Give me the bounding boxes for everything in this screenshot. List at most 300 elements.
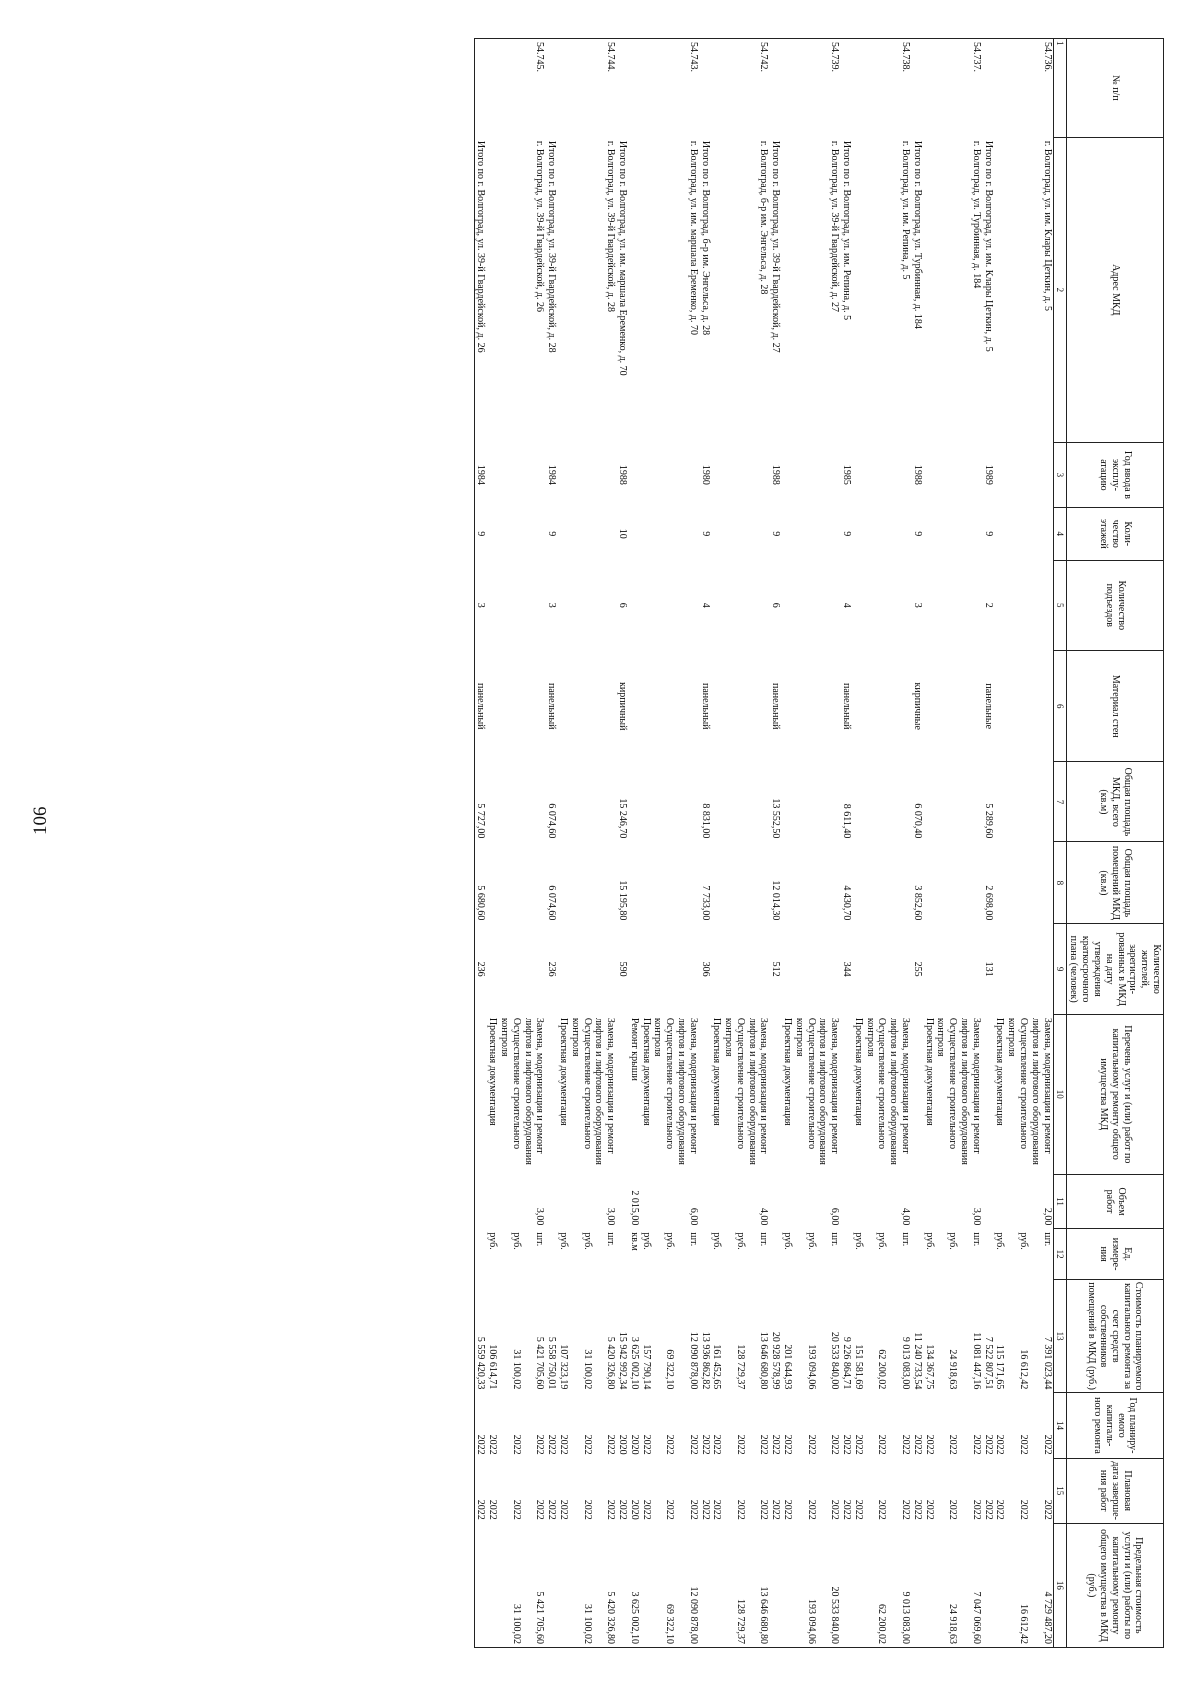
entrances-cell: [817, 560, 841, 650]
wall-material-cell: [1029, 651, 1053, 762]
floors-cell: [864, 508, 888, 561]
floors-cell: 9: [546, 531, 558, 537]
table-row: [923, 39, 935, 1648]
address-cell: Итого по г. Волгоград, ул. им. Клары Цеткин, д. 5: [982, 140, 994, 352]
repair-year-cell: 2022: [687, 1434, 699, 1455]
residents-cell: [640, 924, 652, 1014]
item-number-cell: [935, 39, 959, 138]
residents-cell: 131: [982, 961, 994, 977]
unit-cell: руб.: [711, 1232, 723, 1250]
work-type-cell: Осуществление строительного контроля: [793, 1017, 817, 1150]
table-row: [958, 39, 982, 1648]
item-number-cell: [840, 39, 852, 138]
floors-cell: [923, 508, 935, 561]
floors-cell: [675, 508, 699, 561]
address-cell: Итого по г. Волгоград, ул. им. маршала Еременко, д. 70: [616, 140, 628, 376]
total-area-cell: [498, 762, 522, 842]
total-area-cell: [1029, 762, 1053, 842]
repair-year-cell: 2022: [487, 1434, 499, 1455]
year-built-cell: 1988: [770, 464, 782, 485]
repair-year-cell: 2022: [546, 1434, 558, 1455]
unit-cell: шт.: [829, 1232, 841, 1247]
year-built-cell: [958, 442, 982, 507]
header-cell: Ед. измере-ния: [1066, 1229, 1163, 1279]
floors-cell: [746, 508, 770, 561]
work-volume-cell: [652, 1174, 676, 1229]
work-type-cell: Осуществление строительного контроля: [723, 1017, 746, 1150]
header-cell: Адрес МКД: [1066, 137, 1163, 442]
residents-cell: [817, 924, 841, 1014]
premises-area-cell: 5 680,60: [474, 842, 486, 924]
completion-date-cell: 2022: [876, 1499, 888, 1520]
wall-material-cell: панельный: [474, 651, 486, 762]
work-type-cell: Замена, модернизация и ремонт лифтов и лифтового оборудования: [746, 1017, 770, 1165]
wall-material-cell: панельный: [546, 682, 558, 730]
work-type-cell: [474, 1014, 486, 1174]
work-type-cell: Осуществление строительного контроля: [569, 1017, 593, 1150]
item-number-cell: [982, 39, 994, 138]
address-cell: г. Волгоград, ул. Турбинная, д. 184: [970, 140, 982, 289]
max-cost-cell: [911, 1523, 923, 1647]
year-built-cell: [817, 442, 841, 507]
residents-cell: 255: [911, 961, 923, 977]
work-type-cell: [699, 1014, 711, 1174]
entrances-cell: 4: [699, 602, 711, 608]
max-cost-cell: [557, 1523, 569, 1647]
table-row: [652, 39, 676, 1648]
premises-area-cell: [923, 842, 935, 924]
column-number: 12: [1053, 1229, 1066, 1279]
work-type-cell: Проектная документация: [852, 1017, 864, 1126]
work-volume-cell: [864, 1174, 888, 1229]
max-cost-cell: [770, 1523, 782, 1647]
entrances-cell: [781, 560, 793, 650]
premises-area-cell: [781, 842, 793, 924]
table-row: [722, 39, 746, 1648]
cost-cell: 193 094,06: [805, 1344, 817, 1390]
premises-area-cell: [864, 842, 888, 924]
completion-date-cell: 2020: [628, 1499, 640, 1520]
year-built-cell: 1988: [911, 464, 923, 485]
residents-cell: [864, 924, 888, 1014]
cost-cell: 7 391 023,44: [1041, 1336, 1053, 1390]
entrances-cell: [628, 560, 640, 650]
completion-date-cell: 2022: [557, 1499, 569, 1520]
max-cost-cell: 5 420 326,80: [593, 1523, 617, 1647]
table-row: [781, 39, 793, 1648]
capital-repair-table: [474, 38, 1164, 1648]
premises-area-cell: [498, 842, 522, 924]
repair-year-cell: 2022: [534, 1434, 546, 1455]
unit-cell: шт.: [605, 1232, 617, 1247]
address-cell: [628, 137, 640, 442]
completion-date-cell: 2022: [782, 1499, 794, 1520]
rotated-page: [56, 38, 1164, 1648]
year-built-cell: [793, 442, 817, 507]
item-number-cell: 54.739.: [817, 39, 841, 138]
completion-date-cell: 2022: [664, 1499, 676, 1520]
completion-date-cell: 2022: [841, 1499, 853, 1520]
address-cell: [1005, 137, 1029, 442]
cost-cell: 62 200,02: [876, 1349, 888, 1390]
table-row: [522, 39, 546, 1648]
wall-material-cell: [935, 651, 959, 762]
header-cell: Количество подъездов: [1066, 560, 1163, 650]
address-cell: [640, 137, 652, 442]
unit-cell: руб.: [994, 1232, 1006, 1250]
column-number: 2: [1053, 137, 1066, 442]
cost-cell: 15 942 992,34: [616, 1331, 628, 1390]
item-number-cell: [770, 39, 782, 138]
year-built-cell: [557, 442, 569, 507]
total-area-cell: [675, 762, 699, 842]
wall-material-cell: [793, 651, 817, 762]
unit-cell: руб.: [782, 1232, 794, 1250]
completion-date-cell: 2022: [900, 1499, 912, 1520]
year-built-cell: [711, 442, 723, 507]
repair-year-cell: 2022: [923, 1434, 935, 1455]
header-cell: Стоимость планируемого капитального ремонта за счет средств собственников помещений в МКД (руб.): [1066, 1279, 1163, 1393]
total-area-cell: 15 246,70: [616, 798, 628, 839]
unit-cell: руб.: [923, 1232, 935, 1250]
floors-cell: [486, 508, 498, 561]
column-number: 5: [1053, 560, 1066, 650]
unit-cell: [911, 1229, 923, 1279]
total-area-cell: 5 289,60: [982, 803, 994, 839]
work-volume-cell: [793, 1174, 817, 1229]
completion-date-cell: 2022: [510, 1499, 522, 1520]
table-row: [1005, 39, 1029, 1648]
cost-cell: 20 533 840,00: [829, 1331, 841, 1390]
address-cell: г. Волгоград, ул. 39-й Гвардейской, д. 27: [829, 140, 841, 312]
table-row: [864, 39, 888, 1648]
address-cell: [652, 137, 676, 442]
year-built-cell: [852, 442, 864, 507]
residents-cell: [593, 924, 617, 1014]
cost-cell: 13 936 862,82: [699, 1331, 711, 1390]
table-row: [593, 39, 617, 1648]
max-cost-cell: 4 729 487,20: [1029, 1523, 1053, 1647]
total-area-cell: [746, 762, 770, 842]
max-cost-cell: [781, 1523, 793, 1647]
floors-cell: [498, 508, 522, 561]
entrances-cell: [887, 560, 911, 650]
header-cell: Количество жителей, зарегистри-рованных в МКД на дату утверждения краткосрочного плана (человек): [1066, 924, 1163, 1014]
item-number-cell: [628, 39, 640, 138]
work-volume-cell: [557, 1174, 569, 1229]
item-number-cell: [781, 39, 793, 138]
item-number-cell: 54.738.: [887, 39, 911, 138]
work-volume-cell: [1005, 1174, 1029, 1229]
header-cell: Объем работ: [1066, 1174, 1163, 1229]
work-volume-cell: 2,00: [1041, 1207, 1053, 1226]
repair-year-cell: 2022: [605, 1434, 617, 1455]
total-area-cell: [793, 762, 817, 842]
total-area-cell: [628, 762, 640, 842]
floors-cell: [593, 508, 617, 561]
repair-year-cell: 2022: [1041, 1434, 1053, 1455]
completion-date-cell: 2022: [911, 1499, 923, 1520]
max-cost-cell: [486, 1523, 498, 1647]
year-built-cell: [994, 442, 1006, 507]
work-type-cell: Осуществление строительного контроля: [498, 1017, 522, 1150]
residents-cell: [1029, 924, 1053, 1014]
residents-cell: [486, 924, 498, 1014]
column-number: 15: [1053, 1458, 1066, 1523]
year-built-cell: [887, 442, 911, 507]
floors-cell: [1029, 508, 1053, 561]
wall-material-cell: [746, 651, 770, 762]
cost-cell: 157 790,14: [640, 1344, 652, 1390]
residents-cell: [994, 924, 1006, 1014]
max-cost-cell: [545, 1523, 557, 1647]
item-number-cell: [793, 39, 817, 138]
entrances-cell: [675, 560, 699, 650]
cost-cell: 201 644,93: [782, 1344, 794, 1390]
max-cost-cell: 31 100,02: [569, 1523, 593, 1647]
work-volume-cell: [474, 1174, 486, 1229]
completion-date-cell: 2022: [947, 1499, 959, 1520]
item-number-cell: [994, 39, 1006, 138]
total-area-cell: [923, 762, 935, 842]
repair-year-cell: 2022: [829, 1434, 841, 1455]
max-cost-cell: [616, 1523, 628, 1647]
year-built-cell: [652, 442, 676, 507]
unit-cell: шт.: [534, 1232, 546, 1247]
address-cell: г. Волгоград, ул. 39-й Гвардейской, д. 28: [605, 140, 617, 312]
cost-cell: 31 100,02: [510, 1349, 522, 1390]
total-area-cell: [711, 762, 723, 842]
address-cell: Итого по г. Волгоград, ул. 39-й Гвардейской, д. 27: [770, 140, 782, 353]
floors-cell: [628, 508, 640, 561]
work-type-cell: Проектная документация: [994, 1017, 1006, 1126]
work-volume-cell: [911, 1174, 923, 1229]
entrances-cell: 4: [841, 602, 853, 608]
completion-date-cell: 2022: [1018, 1499, 1030, 1520]
cost-cell: 9 013 083,00: [900, 1336, 912, 1390]
column-number: 11: [1053, 1174, 1066, 1229]
header-cell: Плановая дата заверше-ния работ: [1066, 1458, 1163, 1523]
total-area-cell: [486, 762, 498, 842]
work-type-cell: Осуществление строительного контроля: [652, 1017, 676, 1150]
floors-cell: [522, 508, 546, 561]
floors-cell: 9: [982, 531, 994, 537]
work-volume-cell: [982, 1174, 994, 1229]
wall-material-cell: панельный: [841, 682, 853, 730]
max-cost-cell: 193 094,06: [793, 1523, 817, 1647]
work-type-cell: Проектная документация: [782, 1017, 794, 1126]
cost-cell: 69 322,10: [664, 1349, 676, 1390]
work-volume-cell: 3,00: [534, 1207, 546, 1226]
premises-area-cell: [817, 842, 841, 924]
work-volume-cell: [545, 1174, 557, 1229]
premises-area-cell: 6 074,60: [546, 885, 558, 921]
max-cost-cell: [840, 1523, 852, 1647]
completion-date-cell: 2022: [805, 1499, 817, 1520]
premises-area-cell: [557, 842, 569, 924]
work-volume-cell: [935, 1174, 959, 1229]
unit-cell: руб.: [805, 1232, 817, 1250]
max-cost-cell: [982, 1523, 994, 1647]
wall-material-cell: [958, 651, 982, 762]
total-area-cell: [852, 762, 864, 842]
residents-cell: [1005, 924, 1029, 1014]
completion-date-cell: 2022: [687, 1499, 699, 1520]
cost-cell: 115 171,65: [994, 1344, 1006, 1390]
header-cell: № п/п: [1066, 39, 1163, 138]
unit-cell: шт.: [1041, 1232, 1053, 1247]
total-area-cell: [887, 762, 911, 842]
total-area-cell: [522, 762, 546, 842]
floors-cell: 9: [770, 531, 782, 537]
table-row: [699, 39, 711, 1648]
item-number-cell: 54.737.: [958, 39, 982, 138]
completion-date-cell: 2022: [546, 1499, 558, 1520]
entrances-cell: 2: [982, 602, 994, 608]
header-cell: Общая площадь МКД, всего (кв.м): [1066, 762, 1163, 842]
max-cost-cell: 69 322,10: [652, 1523, 676, 1647]
year-built-cell: [923, 442, 935, 507]
premises-area-cell: 12 014,30: [770, 880, 782, 921]
total-area-cell: [640, 762, 652, 842]
repair-year-cell: 2022: [581, 1434, 593, 1455]
repair-year-cell: 2022: [911, 1434, 923, 1455]
unit-cell: руб.: [640, 1232, 652, 1250]
repair-year-cell: 2022: [970, 1434, 982, 1455]
work-volume-cell: 4,00: [900, 1207, 912, 1226]
entrances-cell: 6: [616, 602, 628, 608]
wall-material-cell: [522, 651, 546, 762]
unit-cell: руб.: [947, 1232, 959, 1250]
unit-cell: руб.: [734, 1232, 746, 1250]
total-area-cell: [1005, 762, 1029, 842]
item-number-cell: [545, 39, 557, 138]
address-cell: Итого по г. Волгоград, ул. 39-й Гвардейской, д. 26: [474, 137, 486, 442]
residents-cell: 590: [616, 961, 628, 977]
address-cell: Итого по г. Волгоград, ул. 39-й Гвардейской, д. 28: [546, 140, 558, 353]
column-number: 6: [1053, 651, 1066, 762]
entrances-cell: [722, 560, 746, 650]
completion-date-cell: 2022: [605, 1499, 617, 1520]
completion-date-cell: 2022: [970, 1499, 982, 1520]
premises-area-cell: [486, 842, 498, 924]
address-cell: [557, 137, 569, 442]
entrances-cell: 6: [770, 602, 782, 608]
premises-area-cell: 7 733,00: [699, 885, 711, 921]
completion-date-cell: 2022: [581, 1499, 593, 1520]
residents-cell: 236: [546, 961, 558, 977]
item-number-cell: [852, 39, 864, 138]
floors-cell: [958, 508, 982, 561]
work-volume-cell: [781, 1174, 793, 1229]
work-type-cell: Осуществление строительного контроля: [864, 1017, 888, 1150]
premises-area-cell: [675, 842, 699, 924]
entrances-cell: [958, 560, 982, 650]
header-cell: Год ввода в эксплу-атацию: [1066, 442, 1163, 507]
cost-cell: 5 420 326,80: [605, 1336, 617, 1390]
table-row: [545, 39, 557, 1648]
address-cell: [935, 137, 959, 442]
item-number-cell: [1005, 39, 1029, 138]
item-number-cell: [652, 39, 676, 138]
premises-area-cell: 2 698,00: [982, 885, 994, 921]
residents-cell: [722, 924, 746, 1014]
work-volume-cell: [640, 1174, 652, 1229]
work-volume-cell: [486, 1174, 498, 1229]
cost-cell: 24 918,63: [947, 1349, 959, 1390]
residents-cell: [935, 924, 959, 1014]
premises-area-cell: [1005, 842, 1029, 924]
total-area-cell: [593, 762, 617, 842]
item-number-cell: [569, 39, 593, 138]
table-row: [474, 39, 486, 1648]
entrances-cell: [593, 560, 617, 650]
total-area-cell: [958, 762, 982, 842]
premises-area-cell: [640, 842, 652, 924]
completion-date-cell: 2022: [616, 1499, 628, 1520]
column-number: 1: [1053, 39, 1066, 138]
work-type-cell: Проектная документация: [640, 1017, 652, 1126]
total-area-cell: [817, 762, 841, 842]
table-row: [1029, 39, 1053, 1648]
completion-date-cell: 2022: [852, 1499, 864, 1520]
year-built-cell: 1988: [616, 464, 628, 485]
completion-date-cell: 2022: [734, 1499, 746, 1520]
floors-cell: [994, 508, 1006, 561]
max-cost-cell: 13 646 680,80: [746, 1523, 770, 1647]
unit-cell: [616, 1229, 628, 1279]
floors-cell: 9: [841, 531, 853, 537]
work-volume-cell: 4,00: [758, 1207, 770, 1226]
entrances-cell: [793, 560, 817, 650]
column-number: 9: [1053, 924, 1066, 1014]
wall-material-cell: [1005, 651, 1029, 762]
completion-date-cell: 2022: [487, 1499, 499, 1520]
table-row: [640, 39, 652, 1648]
repair-year-cell: 2022: [852, 1434, 864, 1455]
work-type-cell: Замена, модернизация и ремонт лифтов и лифтового оборудования: [1029, 1017, 1053, 1165]
work-volume-cell: 3,00: [970, 1207, 982, 1226]
address-cell: [923, 137, 935, 442]
residents-cell: [652, 924, 676, 1014]
work-volume-cell: [616, 1174, 628, 1229]
wall-material-cell: [557, 651, 569, 762]
work-volume-cell: 2 015,00: [628, 1190, 640, 1226]
residents-cell: [793, 924, 817, 1014]
table-row: [770, 39, 782, 1648]
address-cell: г. Волгоград, ул. им. маршала Еременко, д. 70: [687, 140, 699, 336]
max-cost-cell: 12 090 878,00: [675, 1523, 699, 1647]
max-cost-cell: [994, 1523, 1006, 1647]
completion-date-cell: 2022: [994, 1499, 1006, 1520]
year-built-cell: 1984: [546, 464, 558, 485]
repair-year-cell: 2020: [628, 1434, 640, 1455]
residents-cell: [746, 924, 770, 1014]
max-cost-cell: [923, 1523, 935, 1647]
wall-material-cell: кирпичные: [911, 682, 923, 730]
repair-year-cell: 2022: [699, 1434, 711, 1455]
residents-cell: [887, 924, 911, 1014]
wall-material-cell: [864, 651, 888, 762]
year-built-cell: [722, 442, 746, 507]
residents-cell: 306: [699, 961, 711, 977]
entrances-cell: 3: [474, 560, 486, 650]
unit-cell: кв.м: [628, 1232, 640, 1251]
address-cell: [486, 137, 498, 442]
work-volume-cell: 3,00: [605, 1207, 617, 1226]
max-cost-cell: 31 100,02: [498, 1523, 522, 1647]
year-built-cell: [486, 442, 498, 507]
